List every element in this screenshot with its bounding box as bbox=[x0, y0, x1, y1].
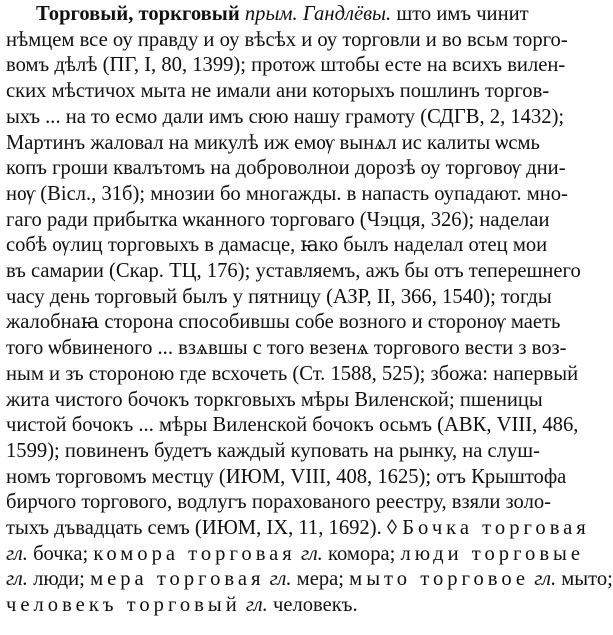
phrase-5: мыто торговое bbox=[349, 568, 530, 591]
entry-line-22 bbox=[6, 542, 601, 568]
entry-line-4: ских мѣстичох мыта не имали ани которыхъ пошлинъ торгов- bbox=[6, 80, 550, 103]
entry-line-16: жита чистого бочокъ торкговыхъ мѣры Виленской; пшеницы bbox=[6, 388, 543, 411]
entry-line-24 bbox=[6, 593, 601, 619]
phrase-ref-3: люди; bbox=[33, 568, 85, 591]
phrase-2: комора торговая bbox=[93, 542, 296, 565]
entry-line-19: номъ торговомъ местцу (ИЮМ, VIII, 408, 1625); отъ Крыштофа bbox=[6, 465, 567, 488]
entry-line-10: собѣ ѹлиц торговыхъ в дамасце, ꙗко былъ наделал отец мои bbox=[6, 234, 548, 257]
entry-line-20: бирчого торгового, водлугъ порахованого реестру, взяли золо- bbox=[6, 491, 551, 514]
entry-line-1 bbox=[6, 2, 601, 28]
entry-line-21 bbox=[6, 516, 601, 542]
entry-line-3: вомъ дѣлѣ (ПГ, I, 80, 1399); протож штобы есте на всихъ вилен- bbox=[6, 54, 566, 77]
diamond-mark: ◊ bbox=[386, 517, 398, 540]
entry-line-14: того ѡбвиненого ... взѧвшы с того везенѧ торгового вести з воз- bbox=[6, 337, 567, 360]
gl-label: гл. bbox=[300, 542, 323, 565]
phrase-3: люди торговые bbox=[400, 542, 585, 565]
grammar-label: прым. bbox=[244, 3, 298, 25]
entry-line-9: гаго ради прибытка ѡканного торговаго (Чэцця, 326); наделаи bbox=[6, 208, 550, 231]
phrase-ref-6: человекъ. bbox=[272, 594, 358, 617]
phrase-ref-4: мера; bbox=[296, 568, 345, 591]
gl-label: гл. bbox=[6, 568, 28, 591]
entry-line-8: нѹ (Вiсл., 31б); мнозии бо многажды. в напасть оупадают. мно- bbox=[6, 182, 568, 205]
phrase-4: мера торговая bbox=[90, 568, 265, 591]
phrase-ref-2: комора; bbox=[328, 542, 396, 565]
entry-line-7: копъ гроши квалътомъ на доброволнои дорозѣ оу торговѹ дни- bbox=[6, 157, 566, 180]
etymology: Гандлёвы. bbox=[302, 3, 392, 25]
entry-line-2: нѣмцем все оу правду и оу вѣсѣх и оу торговли и во всьм торго- bbox=[6, 28, 568, 51]
gl-label: гл. bbox=[534, 568, 557, 591]
gl-label: гл. bbox=[269, 568, 292, 591]
entry-line-6: Мартинъ жаловал на микулѣ иж емѹ вынѧл ис калиты ѡсмь bbox=[6, 131, 540, 154]
entry-line-15: ным и зъ стороною где всхочеть (Ст. 1588, 525); збожа: напервый bbox=[6, 362, 579, 385]
phrase-ref-5: мыто; bbox=[561, 568, 613, 591]
entry-line-18: 1599); повиненъ будетъ каждый куповать на рынку, на слуш- bbox=[6, 439, 540, 462]
quote-end: тыхъ дъвадцать семъ (ИЮМ, IX, 11, 1692). bbox=[6, 517, 382, 540]
gl-label: гл. bbox=[6, 542, 28, 565]
entry-line-23 bbox=[6, 567, 613, 593]
phrase-6: человекъ торговый bbox=[6, 594, 241, 617]
quote-text: што имъ чинит bbox=[396, 3, 529, 25]
entry-line-11: въ самарии (Скар. ТЦ, 176); уставляемъ, ажъ бы отъ теперешнего bbox=[6, 260, 581, 283]
entry-line-13: жалобнаꙗ сторона способившы собе возного и сторонѹ маеть bbox=[6, 311, 561, 334]
entry-line-17: чистой бочокъ ... мѣры Виленской бочокъ осьмъ (АВК, VIII, 486, bbox=[6, 414, 579, 437]
phrase-ref-1: бочка; bbox=[33, 542, 89, 565]
entry-line-12: часу день торговый былъ у пятницу (АЗР, II, 366, 1540); тогды bbox=[6, 285, 552, 308]
headword: Торговый, торкговый bbox=[36, 3, 240, 25]
entry-line-5: ыхъ ... на то есмо дали имъ сюю нашу грамоту (СДГВ, 2, 1432); bbox=[6, 105, 565, 128]
gl-label: гл. bbox=[245, 594, 268, 617]
phrase-1: Бочка торговая bbox=[402, 517, 590, 540]
